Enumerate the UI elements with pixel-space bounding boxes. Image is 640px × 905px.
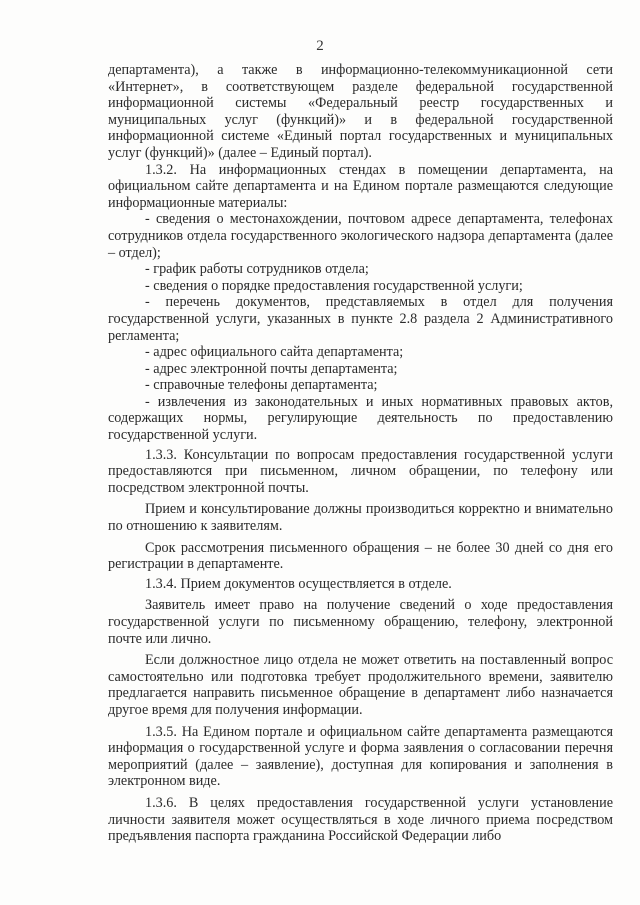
list-item-website: - адрес официального сайта департамента; — [145, 344, 404, 361]
paragraph-1-3-2: 1.3.2. На информационных стендах в помещении департамента, на официальном сайте департамента и на Едином портале размещаются следующие информационные материалы: — [108, 161, 613, 211]
list-item-procedure: - сведения о порядке предоставления государственной услуги; — [145, 277, 523, 294]
page-number: 2 — [316, 38, 324, 54]
paragraph-1-3-5: 1.3.5. На Едином портале и официальном сайте департамента размещаются информация о государственной услуге и форма заявления о согласовании перечня мероприятий (далее – заявление), доступная для копирования и заполнения в электронном виде. — [108, 723, 613, 790]
list-item-phones: - справочные телефоны департамента; — [145, 377, 378, 394]
paragraph-1-3-3: 1.3.3. Консультации по вопросам предоставления государственной услуги предоставляются при письменном, личном обращении, по телефону или посредством электронной почты. — [108, 446, 613, 496]
paragraph-1-3-6: 1.3.6. В целях предоставления государственной услуги установление личности заявителя может осуществляться в ходе личного приема посредством предъявления паспорта гражданина Российской Федерации либо — [108, 794, 613, 845]
list-item-location: - сведения о местонахождении, почтовом адресе департамента, телефонах сотрудников отдела государственного экологического надзора департамента (далее – отдел); — [108, 211, 613, 261]
paragraph-1-3-1-continuation: департамента), а также в информационно-телекоммуникационной сети «Интернет», в соответствующем разделе федеральной государственной информационной системы «Федеральный реестр государственных и муниципальных услуг (функций)» и в федеральной государственной информационной системе «Единый портал государственных и муниципальных услуг (функций)» (далее – Единый портал). — [108, 62, 613, 161]
paragraph-official-response: Если должностное лицо отдела не может ответить на поставленный вопрос самостоятельно или подготовка требует продолжительного времени, заявителю предлагается направить письменное обращение в департамент либо назначается другое время для получения информации. — [108, 652, 613, 718]
paragraph-reception: Прием и консультирование должны производиться корректно и внимательно по отношению к заявителям. — [108, 501, 613, 535]
list-item-legal-extracts: - извлечения из законодательных и иных нормативных правовых актов, содержащих нормы, регулирующие деятельность по предоставлению государственной услуги. — [108, 393, 613, 444]
document-body — [108, 62, 613, 845]
list-item-documents: - перечень документов, представляемых в отдел для получения государственной услуги, указанных в пункте 2.8 раздела 2 Административного регламента; — [108, 294, 613, 344]
list-item-email: - адрес электронной почты департамента; — [145, 360, 398, 377]
paragraph-applicant-rights: Заявитель имеет право на получение сведений о ходе предоставления государственной услуги по письменному обращению, телефону, электронной почте или лично. — [108, 597, 613, 647]
paragraph-term: Срок рассмотрения письменного обращения – не более 30 дней со дня его регистрации в департаменте. — [108, 539, 613, 573]
list-item-schedule: - график работы сотрудников отдела; — [145, 261, 369, 278]
paragraph-1-3-4: 1.3.4. Прием документов осуществляется в отделе. — [145, 575, 452, 592]
